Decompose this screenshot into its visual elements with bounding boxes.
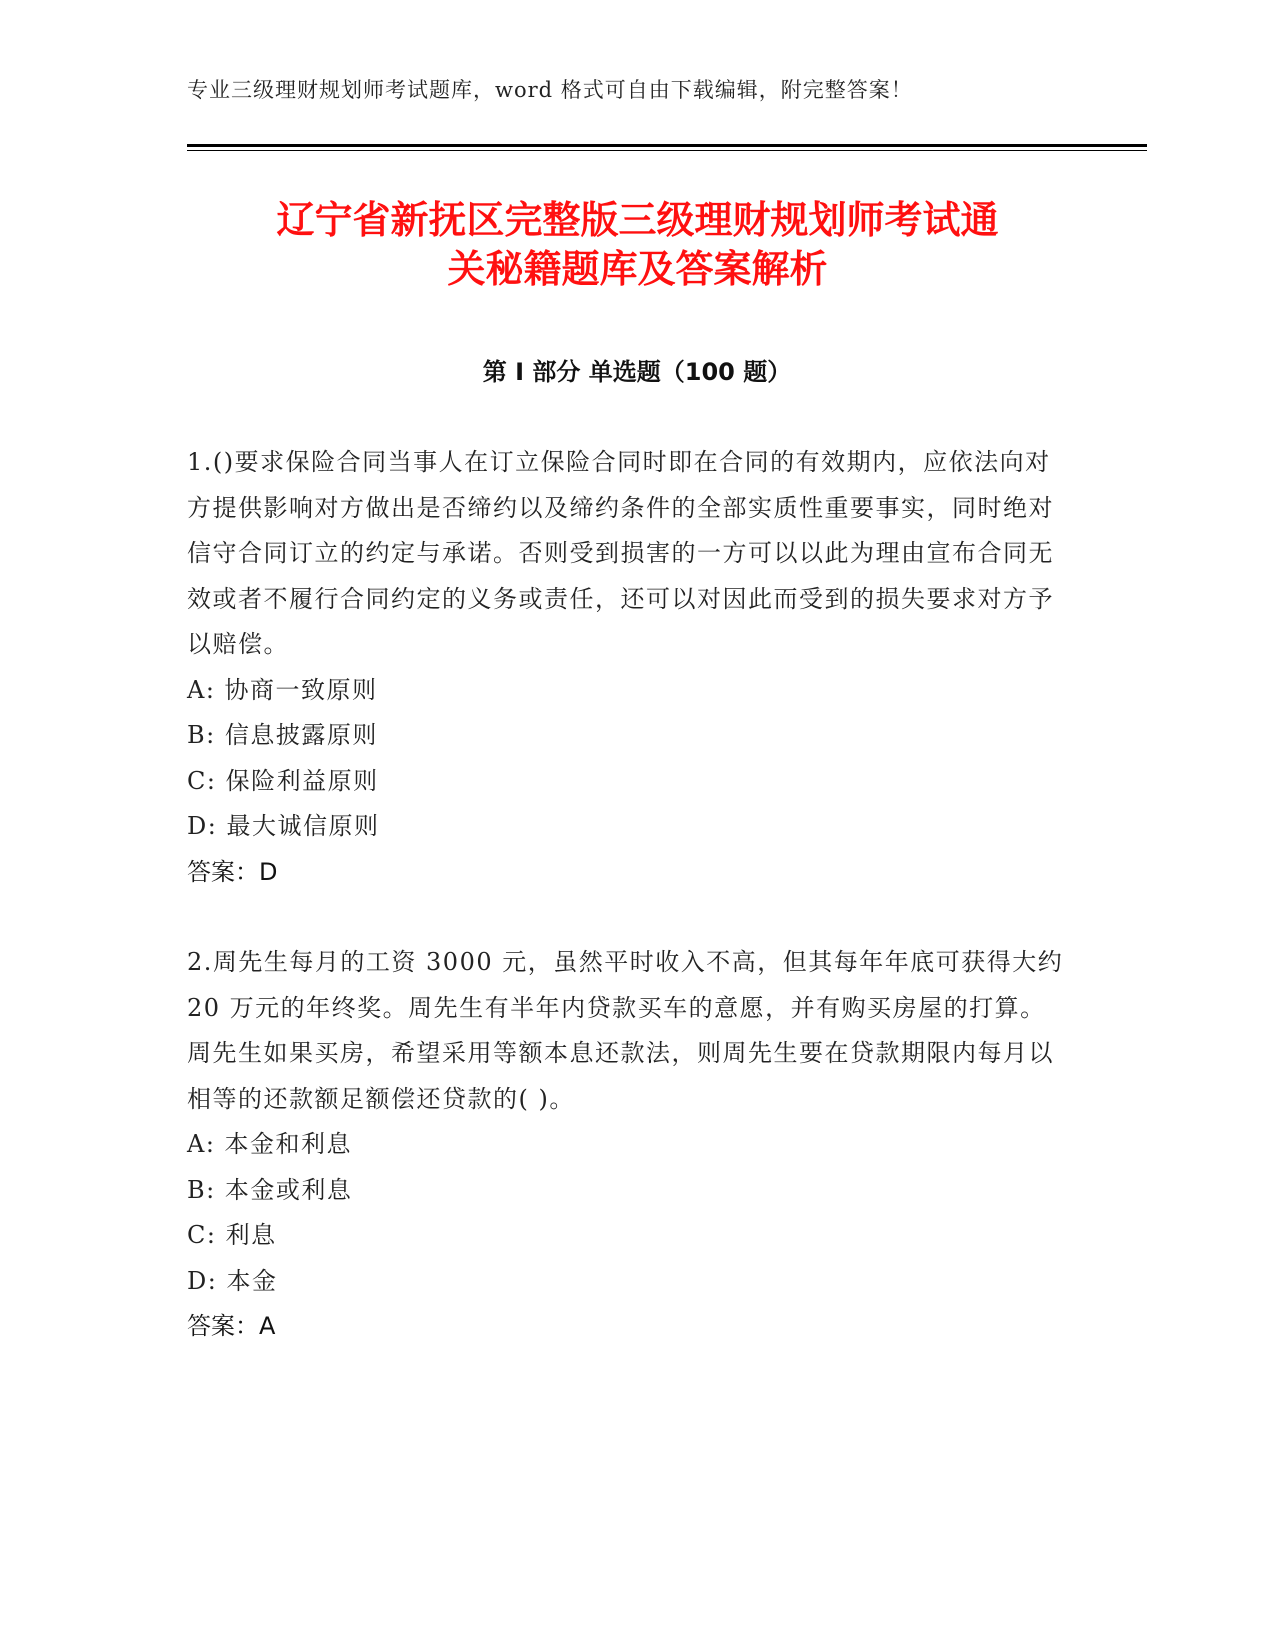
question-2 (187, 940, 1067, 1350)
section-title: 第 I 部分 单选题（100 题） (482, 358, 792, 386)
option-d: D: 本金 (187, 1266, 278, 1295)
option-b: B: 信息披露原则 (187, 721, 378, 749)
header-note: 专业三级理财规划师考试题库，word 格式可自由下载编辑，附完整答案！ (187, 78, 913, 102)
header-rule-thin (187, 150, 1147, 151)
title-line-2: 关秘籍题库及答案解析 (447, 247, 828, 291)
option-c: C: 利息 (187, 1221, 277, 1249)
document-title (150, 196, 1125, 294)
answer: 答案：D (187, 857, 278, 886)
option-c: C: 保险利益原则 (187, 766, 379, 795)
option-b: B: 本金或利息 (187, 1175, 353, 1204)
question-stem: 2.周先生每月的工资 3000 元，虽然平时收入不高，但其每年年底可获得大约 20 万元的年终奖。周先生有半年内贷款买车的意愿，并有购买房屋的打算。周先生如果买房，希望采用等额本息还款法，则周先生要在贷款期限内每月以相等的还款额足额偿还贷款的( )。 (187, 948, 1064, 1113)
title-line-1: 辽宁省新抚区完整版三级理财规划师考试通 (276, 198, 999, 242)
question-1 (187, 440, 1067, 895)
header-rule-thick (187, 144, 1147, 147)
option-d: D: 最大诚信原则 (187, 812, 380, 840)
option-a: A: 协商一致原则 (187, 675, 378, 704)
answer: 答案：A (187, 1312, 276, 1340)
question-stem: 1.()要求保险合同当事人在订立保险合同时即在合同的有效期内，应依法向对方提供影响对方做出是否缔约以及缔约条件的全部实质性重要事实，同时绝对信守合同订立的约定与承诺。否则受到损害的一方可以以此为理由宣布合同无效或者不履行合同约定的义务或责任，还可以对因此而受到的损失要求对方予以赔偿。 (187, 448, 1054, 658)
option-a: A: 本金和利息 (187, 1130, 353, 1158)
